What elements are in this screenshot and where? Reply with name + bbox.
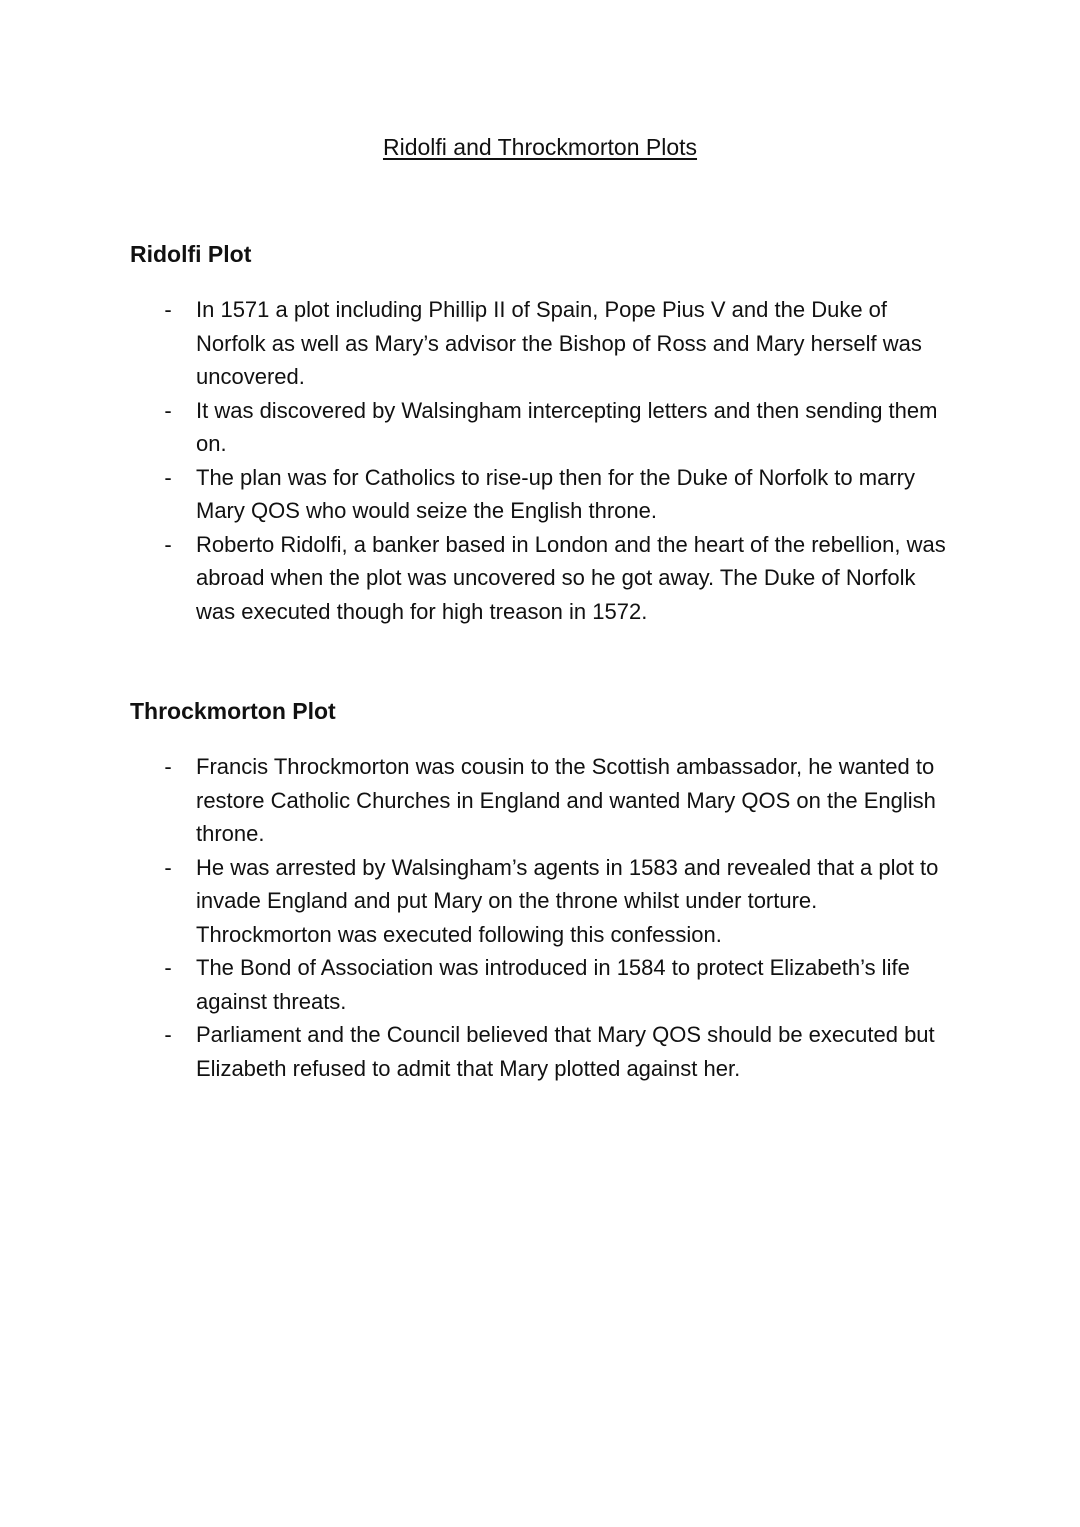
section-heading: Throckmorton Plot	[130, 698, 336, 724]
dash-marker: -	[164, 297, 172, 322]
dash-marker: -	[164, 464, 172, 490]
bullet-item	[130, 394, 970, 461]
bullet-item	[130, 293, 970, 394]
dash-marker: -	[164, 955, 172, 980]
bullet-item	[130, 528, 970, 629]
section-heading: Ridolfi Plot	[130, 241, 252, 267]
section-throckmorton-plot	[130, 696, 970, 1085]
bullet-item	[130, 1018, 970, 1085]
bullet-text: He was arrested by Walsingham’s agents in 1583 and revealed that a plot to invade England and put Mary on the throne whilst under torture. Throckmorton was executed following this confession.	[196, 854, 939, 947]
section-ridolfi-plot	[130, 239, 970, 628]
bullet-text: The plan was for Catholics to rise-up then for the Duke of Norfolk to marry Mary QOS who would seize the English throne.	[196, 464, 915, 523]
dash-marker: -	[164, 531, 172, 557]
dash-marker: -	[164, 1022, 172, 1047]
document-title: Ridolfi and Throckmorton Plots	[382, 134, 698, 160]
bullet-text: Parliament and the Council believed that Mary QOS should be executed but Elizabeth refused to admit that Mary plotted against her.	[196, 1022, 935, 1081]
bullet-text: Roberto Ridolfi, a banker based in London and the heart of the rebellion, was abroad when the plot was uncovered so he got away. The Duke of Norfolk was executed though for high treason in 1572.	[196, 531, 946, 624]
bullet-item	[130, 750, 970, 851]
bullet-text: It was discovered by Walsingham intercepting letters and then sending them on.	[196, 397, 938, 456]
bullet-text: In 1571 a plot including Phillip II of Spain, Pope Pius V and the Duke of Norfolk as well as Mary’s advisor the Bishop of Ross and Mary herself was uncovered.	[196, 297, 922, 389]
bullet-list	[130, 293, 970, 628]
bullet-item	[130, 461, 970, 528]
dash-marker: -	[164, 854, 172, 880]
bullet-item	[130, 851, 970, 952]
bullet-text: The Bond of Association was introduced in 1584 to protect Elizabeth’s life against threats.	[196, 955, 910, 1014]
bullet-item	[130, 951, 970, 1018]
dash-marker: -	[164, 754, 172, 779]
dash-marker: -	[164, 397, 172, 423]
bullet-list	[130, 750, 970, 1085]
bullet-text: Francis Throckmorton was cousin to the Scottish ambassador, he wanted to restore Catholic Churches in England and wanted Mary QOS on the English throne.	[196, 754, 936, 846]
